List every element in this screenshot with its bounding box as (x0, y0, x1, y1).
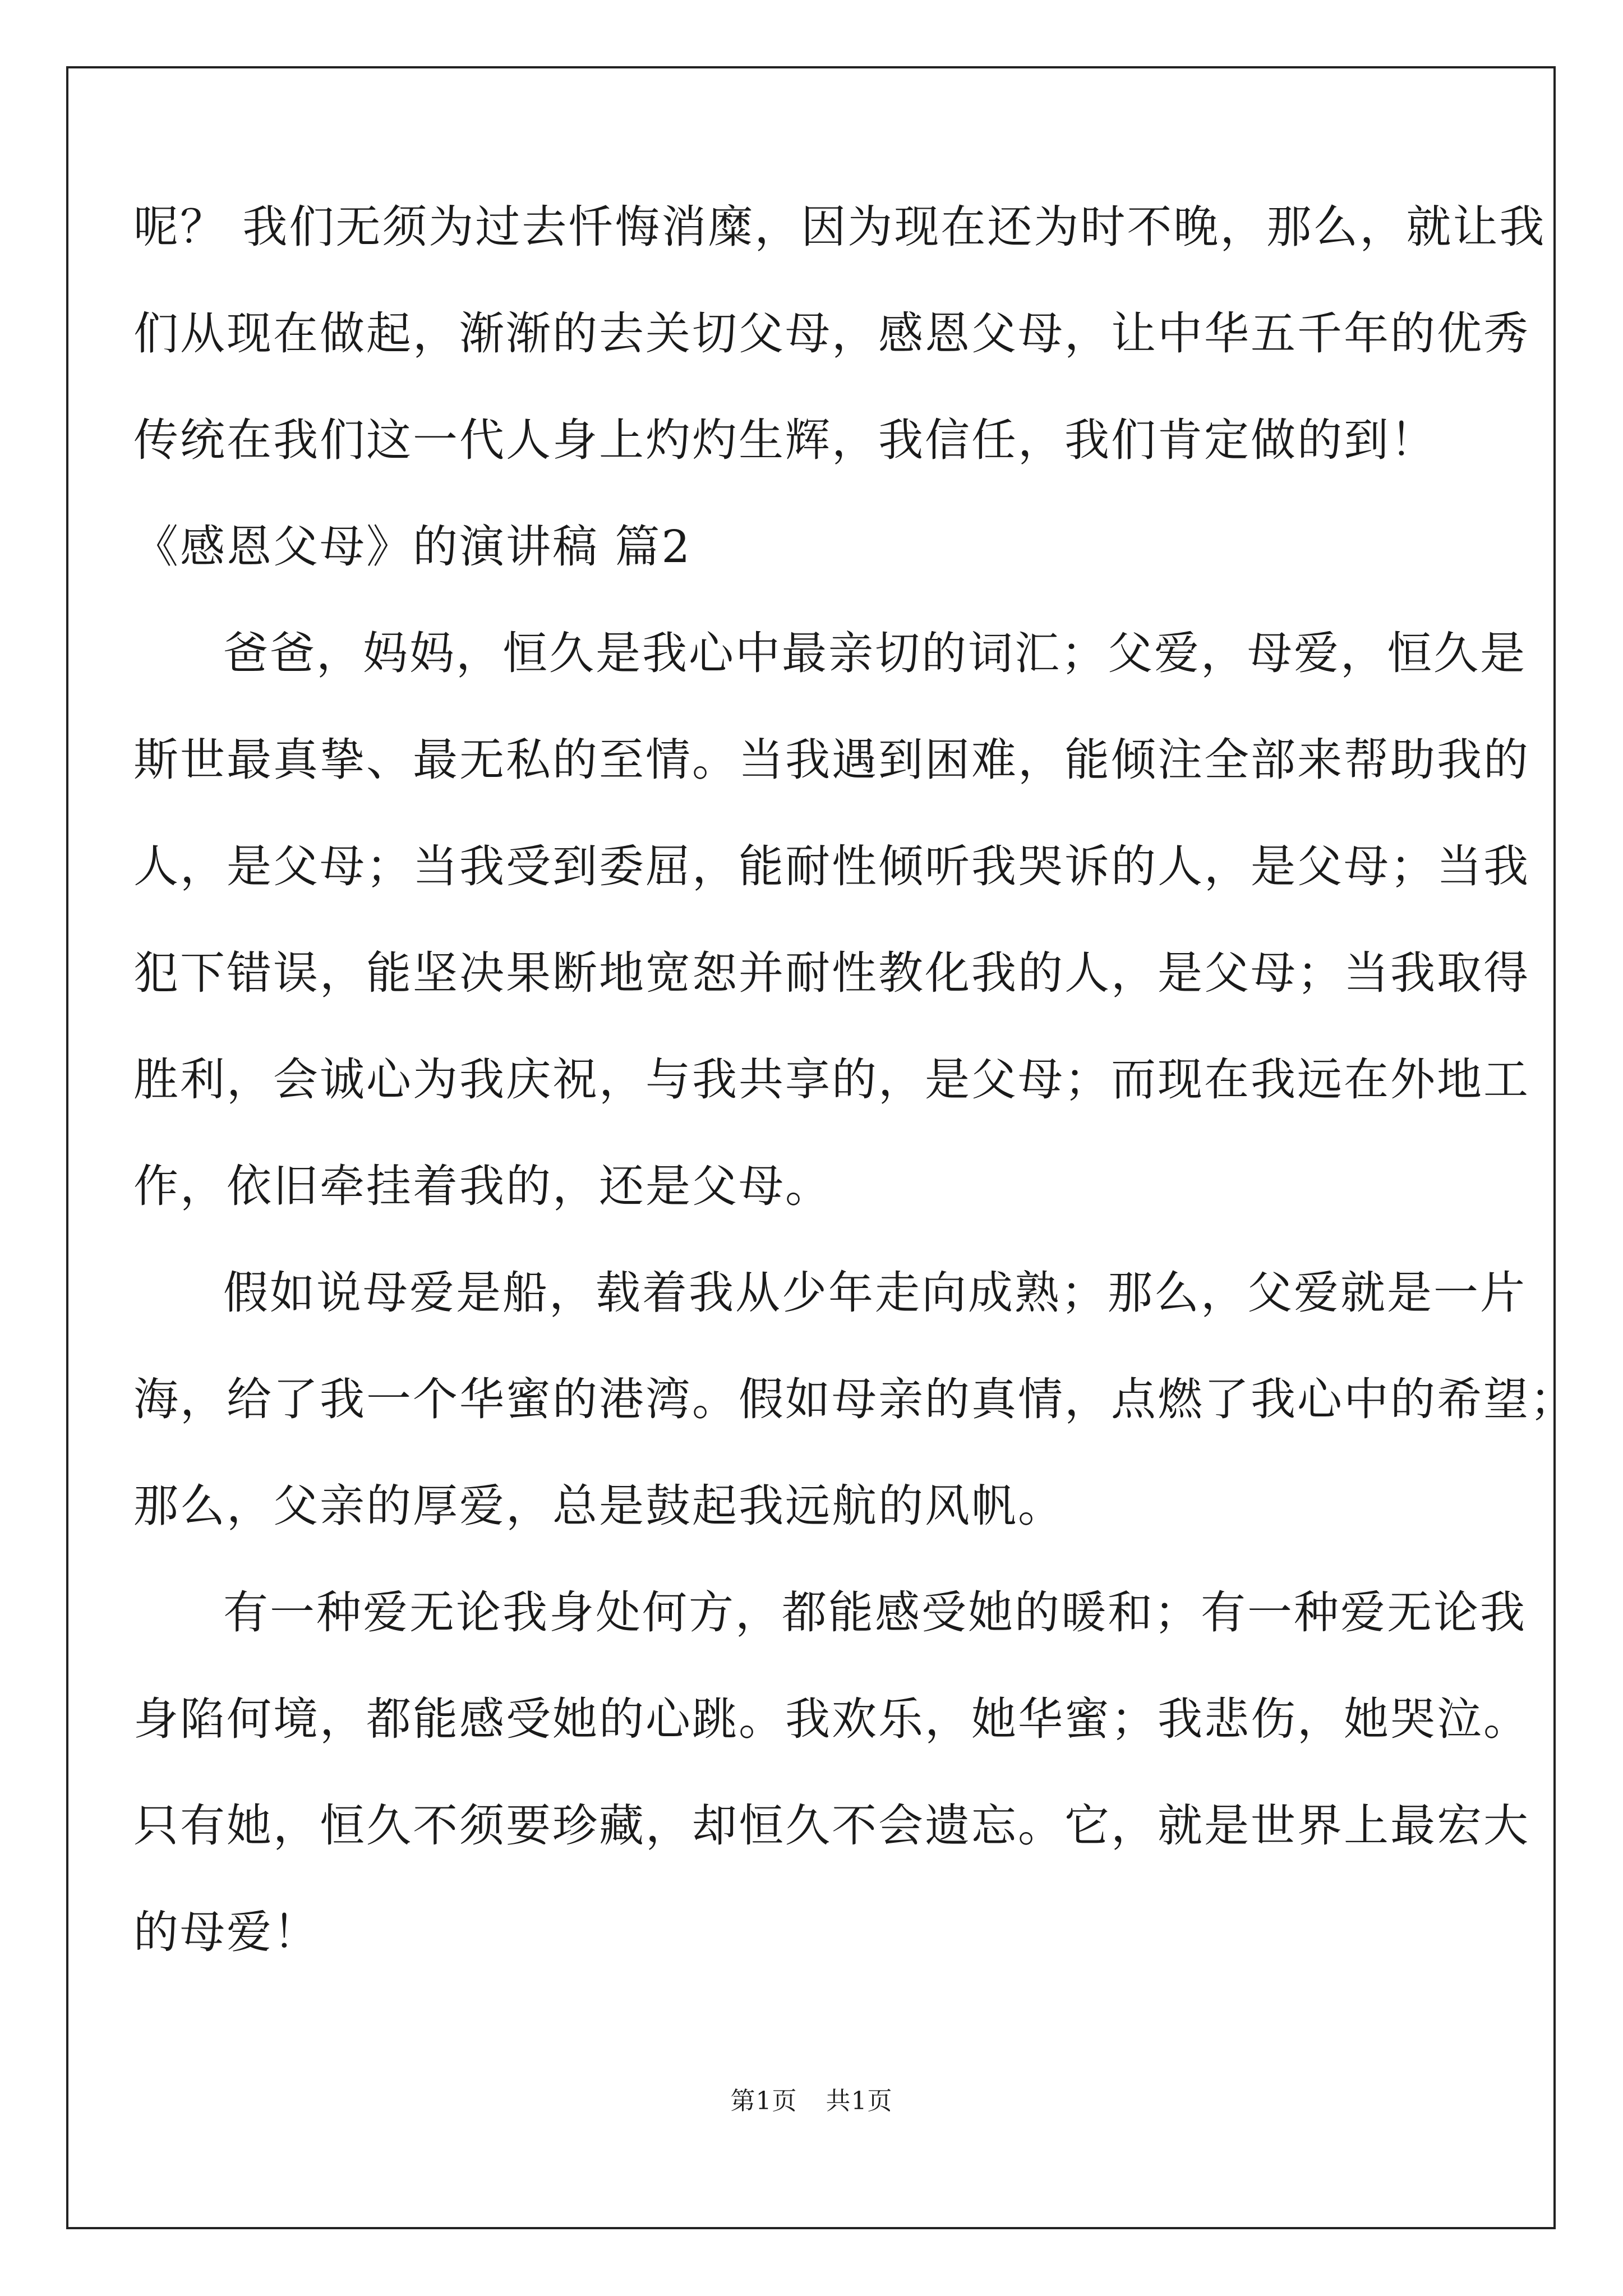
paragraph-line: 斯世最真挚、最无私的至情。当我遇到困难，能倾注全部来帮助我的 (133, 734, 1530, 786)
paragraph-line: 呢？ 我们无须为过去忏悔消糜，因为现在还为时不晚，那么，就让我 (133, 201, 1546, 253)
paragraph-line: 人，是父母；当我受到委屈，能耐性倾听我哭诉的人，是父母；当我 (133, 840, 1530, 892)
paragraph-line: 们从现在做起，渐渐的去关切父母，感恩父母，让中华五千年的优秀 (133, 307, 1530, 360)
paragraph-line: 身陷何境，都能感受她的心跳。我欢乐，她华蜜；我悲伤，她哭泣。 (133, 1693, 1530, 1745)
section-heading: 《感恩父母》的演讲稿 篇2 (133, 521, 692, 573)
paragraph-line: 作，依旧牵挂着我的，还是父母。 (133, 1160, 832, 1212)
paragraph-line: 假如说母爱是船，载着我从少年走向成熟；那么，父爱就是一片 (223, 1267, 1527, 1319)
paragraph-line: 只有她，恒久不须要珍藏，却恒久不会遗忘。它，就是世界上最宏大 (133, 1800, 1530, 1852)
page-number-current: 第1页 (730, 2087, 797, 2115)
paragraph-line: 传统在我们这一代人身上灼灼生辉，我信任，我们肯定做的到！ (133, 414, 1437, 466)
paragraph-line: 犯下错误，能坚决果断地宽恕并耐性教化我的人，是父母；当我取得 (133, 947, 1530, 999)
paragraph-line: 爸爸，妈妈，恒久是我心中最亲切的词汇；父爱，母爱，恒久是 (223, 627, 1527, 679)
paragraph-line: 海，给了我一个华蜜的港湾。假如母亲的真情，点燃了我心中的希望； (133, 1373, 1576, 1425)
page-footer (0, 2085, 1623, 2118)
paragraph-line: 胜利，会诚心为我庆祝，与我共享的，是父母；而现在我远在外地工 (133, 1053, 1530, 1106)
paragraph-line: 的母爱！ (133, 1906, 320, 1958)
page-number-total: 共1页 (826, 2087, 893, 2115)
paragraph-line: 那么，父亲的厚爱，总是鼓起我远航的风帆。 (133, 1480, 1064, 1532)
paragraph-line: 有一种爱无论我身处何方，都能感受她的暖和；有一种爱无论我 (223, 1586, 1527, 1639)
